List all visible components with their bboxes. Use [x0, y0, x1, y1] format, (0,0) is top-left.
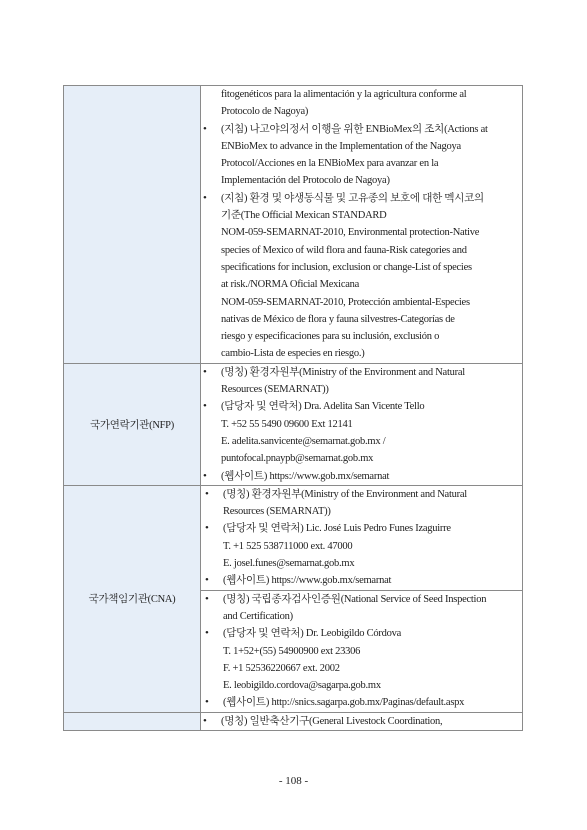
row-content-cell	[201, 485, 523, 712]
agency-block	[201, 590, 522, 712]
bullet-item: • (담당자 및 연락처) Lic. José Luis Pedro Funes Izaguirre	[203, 520, 516, 537]
text-line: T. 1+52+(55) 54900900 ext 23306	[223, 645, 361, 657]
page-number: - 108 -	[278, 775, 309, 787]
row-label-cna: 국가책임기관(CNA)	[88, 594, 176, 606]
text-line: at risk./NORMA Oficial Mexicana	[221, 279, 360, 291]
row-label-nfp: 국가연락기관(NFP)	[90, 419, 174, 431]
row-content-cell	[201, 86, 523, 364]
text-line: species of Mexico of wild flora and fauna-Risk categories and	[221, 244, 467, 256]
text-line: fitogenéticos para la alimentación y la agricultura conforme al	[221, 89, 467, 100]
text-line: ENBioMex to advance in the Implementation of the Nagoya	[221, 140, 461, 152]
text-line: NOM-059-SEMARNAT-2010, Protección ambiental-Especies	[221, 296, 470, 308]
text-line: Resources (SEMARNAT))	[221, 384, 329, 396]
text-line: E. josel.funes@semarnat.gob.mx	[223, 558, 355, 570]
table-row	[64, 86, 523, 364]
text-line: Protocolo de Nagoya)	[221, 106, 309, 118]
text-line: Implementación del Protocolo de Nagoya)	[221, 175, 390, 187]
row-content-cell	[201, 363, 523, 485]
table-row	[64, 363, 523, 485]
bullet-item: • (웹사이트) https://www.gob.mx/semarnat	[203, 572, 516, 589]
bullet-item: • (담당자 및 연락처) Dra. Adelita San Vicente Tello	[201, 398, 522, 415]
bullet-item: • (웹사이트) http://snics.sagarpa.gob.mx/Paginas/default.aspx	[203, 694, 516, 711]
row-label-cell	[64, 363, 201, 485]
text-line: E. leobigildo.cordova@sagarpa.gob.mx	[223, 680, 381, 692]
text-line: cambio-Lista de especies en riesgo.)	[221, 348, 365, 360]
text-line: and Certification)	[223, 610, 293, 622]
text-line: nativas de México de flora y fauna silvestres-Categorías de	[221, 313, 455, 325]
bullet-item: • (명칭) 일반축산기구(General Livestock Coordination,	[201, 713, 522, 730]
text-line: specifications for inclusion, exclusion or change-List of species	[221, 261, 472, 273]
bullet-item: • (명칭) 환경자원부(Ministry of the Environment and Natural	[203, 486, 516, 503]
row-label-cell	[64, 712, 201, 730]
document-table	[63, 85, 523, 731]
text-line: 기준(The Official Mexican STANDARD	[221, 210, 387, 222]
table-row	[64, 485, 523, 712]
text-line: F. +1 52536220667 ext. 2002	[223, 662, 340, 674]
text-line: T. +1 525 538711000 ext. 47000	[223, 540, 353, 552]
text-line: E. adelita.sanvicente@semarnat.gob.mx /	[221, 435, 386, 447]
text-line: T. +52 55 5490 09600 Ext 12141	[221, 418, 353, 430]
row-label-cell	[64, 86, 201, 364]
text-line: riesgo y especificaciones para su inclusión, exclusión o	[221, 331, 440, 343]
row-label-cell	[64, 485, 201, 712]
row-content-cell	[201, 712, 523, 730]
bullet-item: • (웹사이트) https://www.gob.mx/semarnat	[201, 468, 522, 485]
bullet-item: • (명칭) 국립종자검사인증원(National Service of Seed Inspection	[203, 591, 516, 608]
text-line: Resources (SEMARNAT))	[223, 506, 331, 518]
text-line: Protocol/Acciones en la ENBioMex para avanzar en la	[221, 158, 439, 170]
agency-block	[201, 486, 522, 590]
bullet-item: • (지침) 나고야의정서 이행을 위한 ENBioMex의 조치(Actions at	[201, 121, 522, 138]
text-line: puntofocal.pnaypb@semarnat.gob.mx	[221, 453, 374, 465]
bullet-item: • (담당자 및 연락처) Dr. Leobigildo Córdova	[203, 625, 516, 642]
bullet-item: • (지침) 환경 및 야생동식물 및 고유종의 보호에 대한 멕시코의	[201, 190, 522, 207]
table-row	[64, 712, 523, 730]
text-line: NOM-059-SEMARNAT-2010, Environmental protection-Native	[221, 227, 480, 239]
bullet-item: • (명칭) 환경자원부(Ministry of the Environment and Natural	[201, 364, 522, 381]
